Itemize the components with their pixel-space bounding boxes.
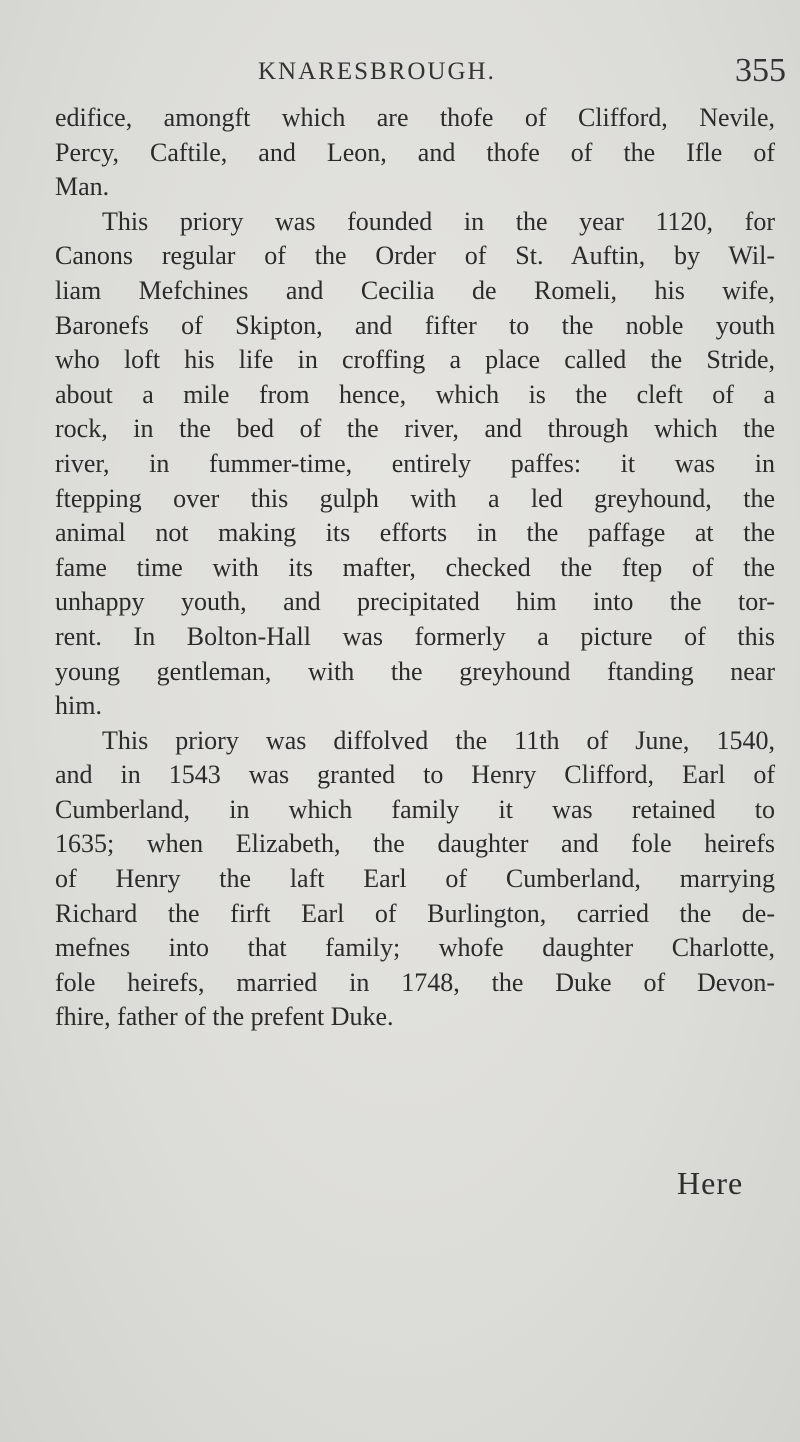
text-line: unhappy youth, and precipitated him into the tor- xyxy=(55,587,775,617)
running-title: KNARESBROUGH. xyxy=(258,58,496,85)
text-line: him. xyxy=(55,691,102,721)
text-line: rent. In Bolton-Hall was formerly a picture of this xyxy=(55,621,775,651)
text-line: Canons regular of the Order of St. Auftin, by Wil- xyxy=(55,241,775,271)
page-number: 355 xyxy=(735,52,786,89)
text-line: Richard the firft Earl of Burlington, carried the de- xyxy=(55,898,775,928)
text-line: ftepping over this gulph with a led greyhound, the xyxy=(55,483,775,513)
text-line: young gentleman, with the greyhound ftanding near xyxy=(55,656,775,686)
text-line: fame time with its mafter, checked the ftep of the xyxy=(55,552,775,582)
paragraph-start-line: This priory was founded in the year 1120, for xyxy=(102,206,775,236)
body-text xyxy=(55,101,775,1035)
paragraph-start-line: This priory was diffolved the 11th of June, 1540, xyxy=(102,725,775,755)
text-line: rock, in the bed of the river, and through which the xyxy=(55,414,775,444)
text-line: fhire, father of the prefent Duke. xyxy=(55,1002,394,1032)
text-line: fole heirefs, married in 1748, the Duke of Devon- xyxy=(55,967,775,997)
text-line: Baronefs of Skipton, and fifter to the noble youth xyxy=(55,310,775,340)
text-line: and in 1543 was granted to Henry Clifford, Earl of xyxy=(55,760,775,790)
text-line: liam Mefchines and Cecilia de Romeli, his wife, xyxy=(55,275,775,305)
text-line: 1635; when Elizabeth, the daughter and fole heirefs xyxy=(55,829,775,859)
text-line: who loft his life in croffing a place called the Stride, xyxy=(55,345,775,375)
text-line: about a mile from hence, which is the cleft of a xyxy=(55,379,775,409)
text-line: mefnes into that family; whofe daughter Charlotte, xyxy=(55,933,775,963)
catchword: Here xyxy=(677,1165,744,1201)
text-line: river, in fummer-time, entirely paffes: it was in xyxy=(55,448,775,478)
text-line: edifice, amongft which are thofe of Clifford, Nevile, xyxy=(55,103,775,132)
text-line: of Henry the laft Earl of Cumberland, marrying xyxy=(55,864,775,894)
text-line: Cumberland, in which family it was retained to xyxy=(55,794,775,824)
text-line: Man. xyxy=(55,172,110,202)
text-line: Percy, Caftile, and Leon, and thofe of the Ifle of xyxy=(55,137,775,167)
running-head xyxy=(0,52,800,98)
text-line: animal not making its efforts in the paffage at the xyxy=(55,518,775,548)
